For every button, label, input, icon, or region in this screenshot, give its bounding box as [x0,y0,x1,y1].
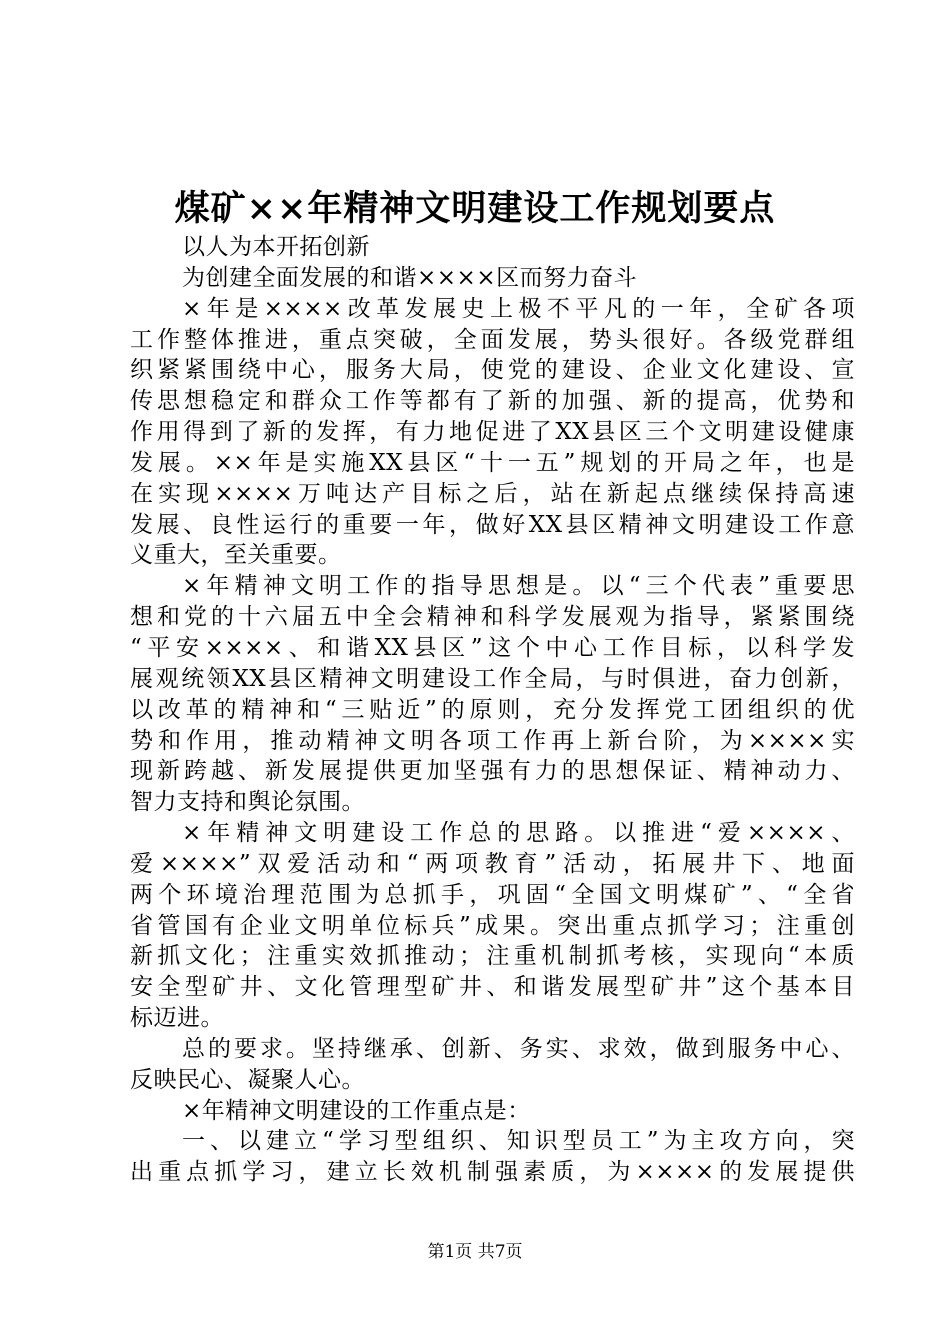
text-line: 传思想稳定和群众工作等都有了新的加强、新的提高，优势和 [130,388,855,415]
text-line: 想和党的十六届五中全会精神和科学发展观为指导，紧紧围绕 [130,604,855,631]
text-line: 安全型矿井、文化管理型矿井、和谐发展型矿井”这个基本目 [130,974,855,1001]
text-line: 作用得到了新的发挥，有力地促进了XX县区三个文明建设健康 [130,419,855,446]
text-line: ×年精神文明建设的工作重点是： [182,1097,531,1124]
text-line: 势和作用，推动精神文明各项工作再上新台阶，为××××实 [130,727,855,754]
text-line: 在实现××××万吨达产目标之后，站在新起点继续保持高速 [130,480,855,507]
text-line: 智力支持和舆论氛围。 [130,789,365,816]
text-line: ×年精神文明工作的指导思想是。以“三个代表”重要思 [182,573,855,600]
text-line: 以人为本开拓创新 [182,234,370,260]
text-line: 爱××××”双爱活动和“两项教育”活动，拓展井下、地面 [130,850,855,877]
text-line: 两个环境治理范围为总抓手，巩固“全国文明煤矿”、“全省 [130,881,855,908]
text-line: 发展。××年是实施XX县区“十一五”规划的开局之年，也是 [130,449,855,476]
text-line: 新抓文化；注重实效抓推动；注重机制抓考核，实现向“本质 [130,943,855,970]
text-line: 反映民心、凝聚人心。 [130,1066,365,1093]
text-line: 工作整体推进，重点突破，全面发展，势头很好。各级党群组 [130,326,855,353]
text-line: 织紧紧围绕中心，服务大局，使党的建设、企业文化建设、宣 [130,357,855,384]
text-line: 总的要求。坚持继承、创新、务实、求效，做到服务中心、 [182,1035,855,1062]
page-footer: 第1页 共7页 [427,1242,523,1262]
text-line: 为创建全面发展的和谐××××区而努力奋斗 [182,264,638,291]
text-line: 展观统领XX县区精神文明建设工作全局，与时俱进，奋力创新， [130,665,855,692]
document-body [130,232,855,1188]
text-line: 现新跨越、新发展提供更加坚强有力的思想保证、精神动力、 [130,758,855,785]
text-line: ×年精神文明建设工作总的思路。以推进“爱××××、 [182,820,855,847]
text-line: 一、以建立“学习型组织、知识型员工”为主攻方向，突 [182,1128,855,1155]
text-line: 义重大，至关重要。 [130,542,342,569]
text-line: 标迈进。 [130,1005,224,1032]
text-line: 发展、良性运行的重要一年，做好XX县区精神文明建设工作意 [130,511,855,538]
text-line: ×年是××××改革发展史上极不平凡的一年，全矿各项 [182,295,855,322]
text-line: 出重点抓学习，建立长效机制强素质，为××××的发展提供 [130,1159,855,1186]
text-line: 以改革的精神和“三贴近”的原则，充分发挥党工团组织的优 [130,696,855,723]
text-line: 省管国有企业文明单位标兵”成果。突出重点抓学习；注重创 [130,912,855,939]
text-line: “平安××××、和谐XX县区”这个中心工作目标，以科学发 [130,634,855,661]
document-title: 煤矿××年精神文明建设工作规划要点 [174,188,776,229]
